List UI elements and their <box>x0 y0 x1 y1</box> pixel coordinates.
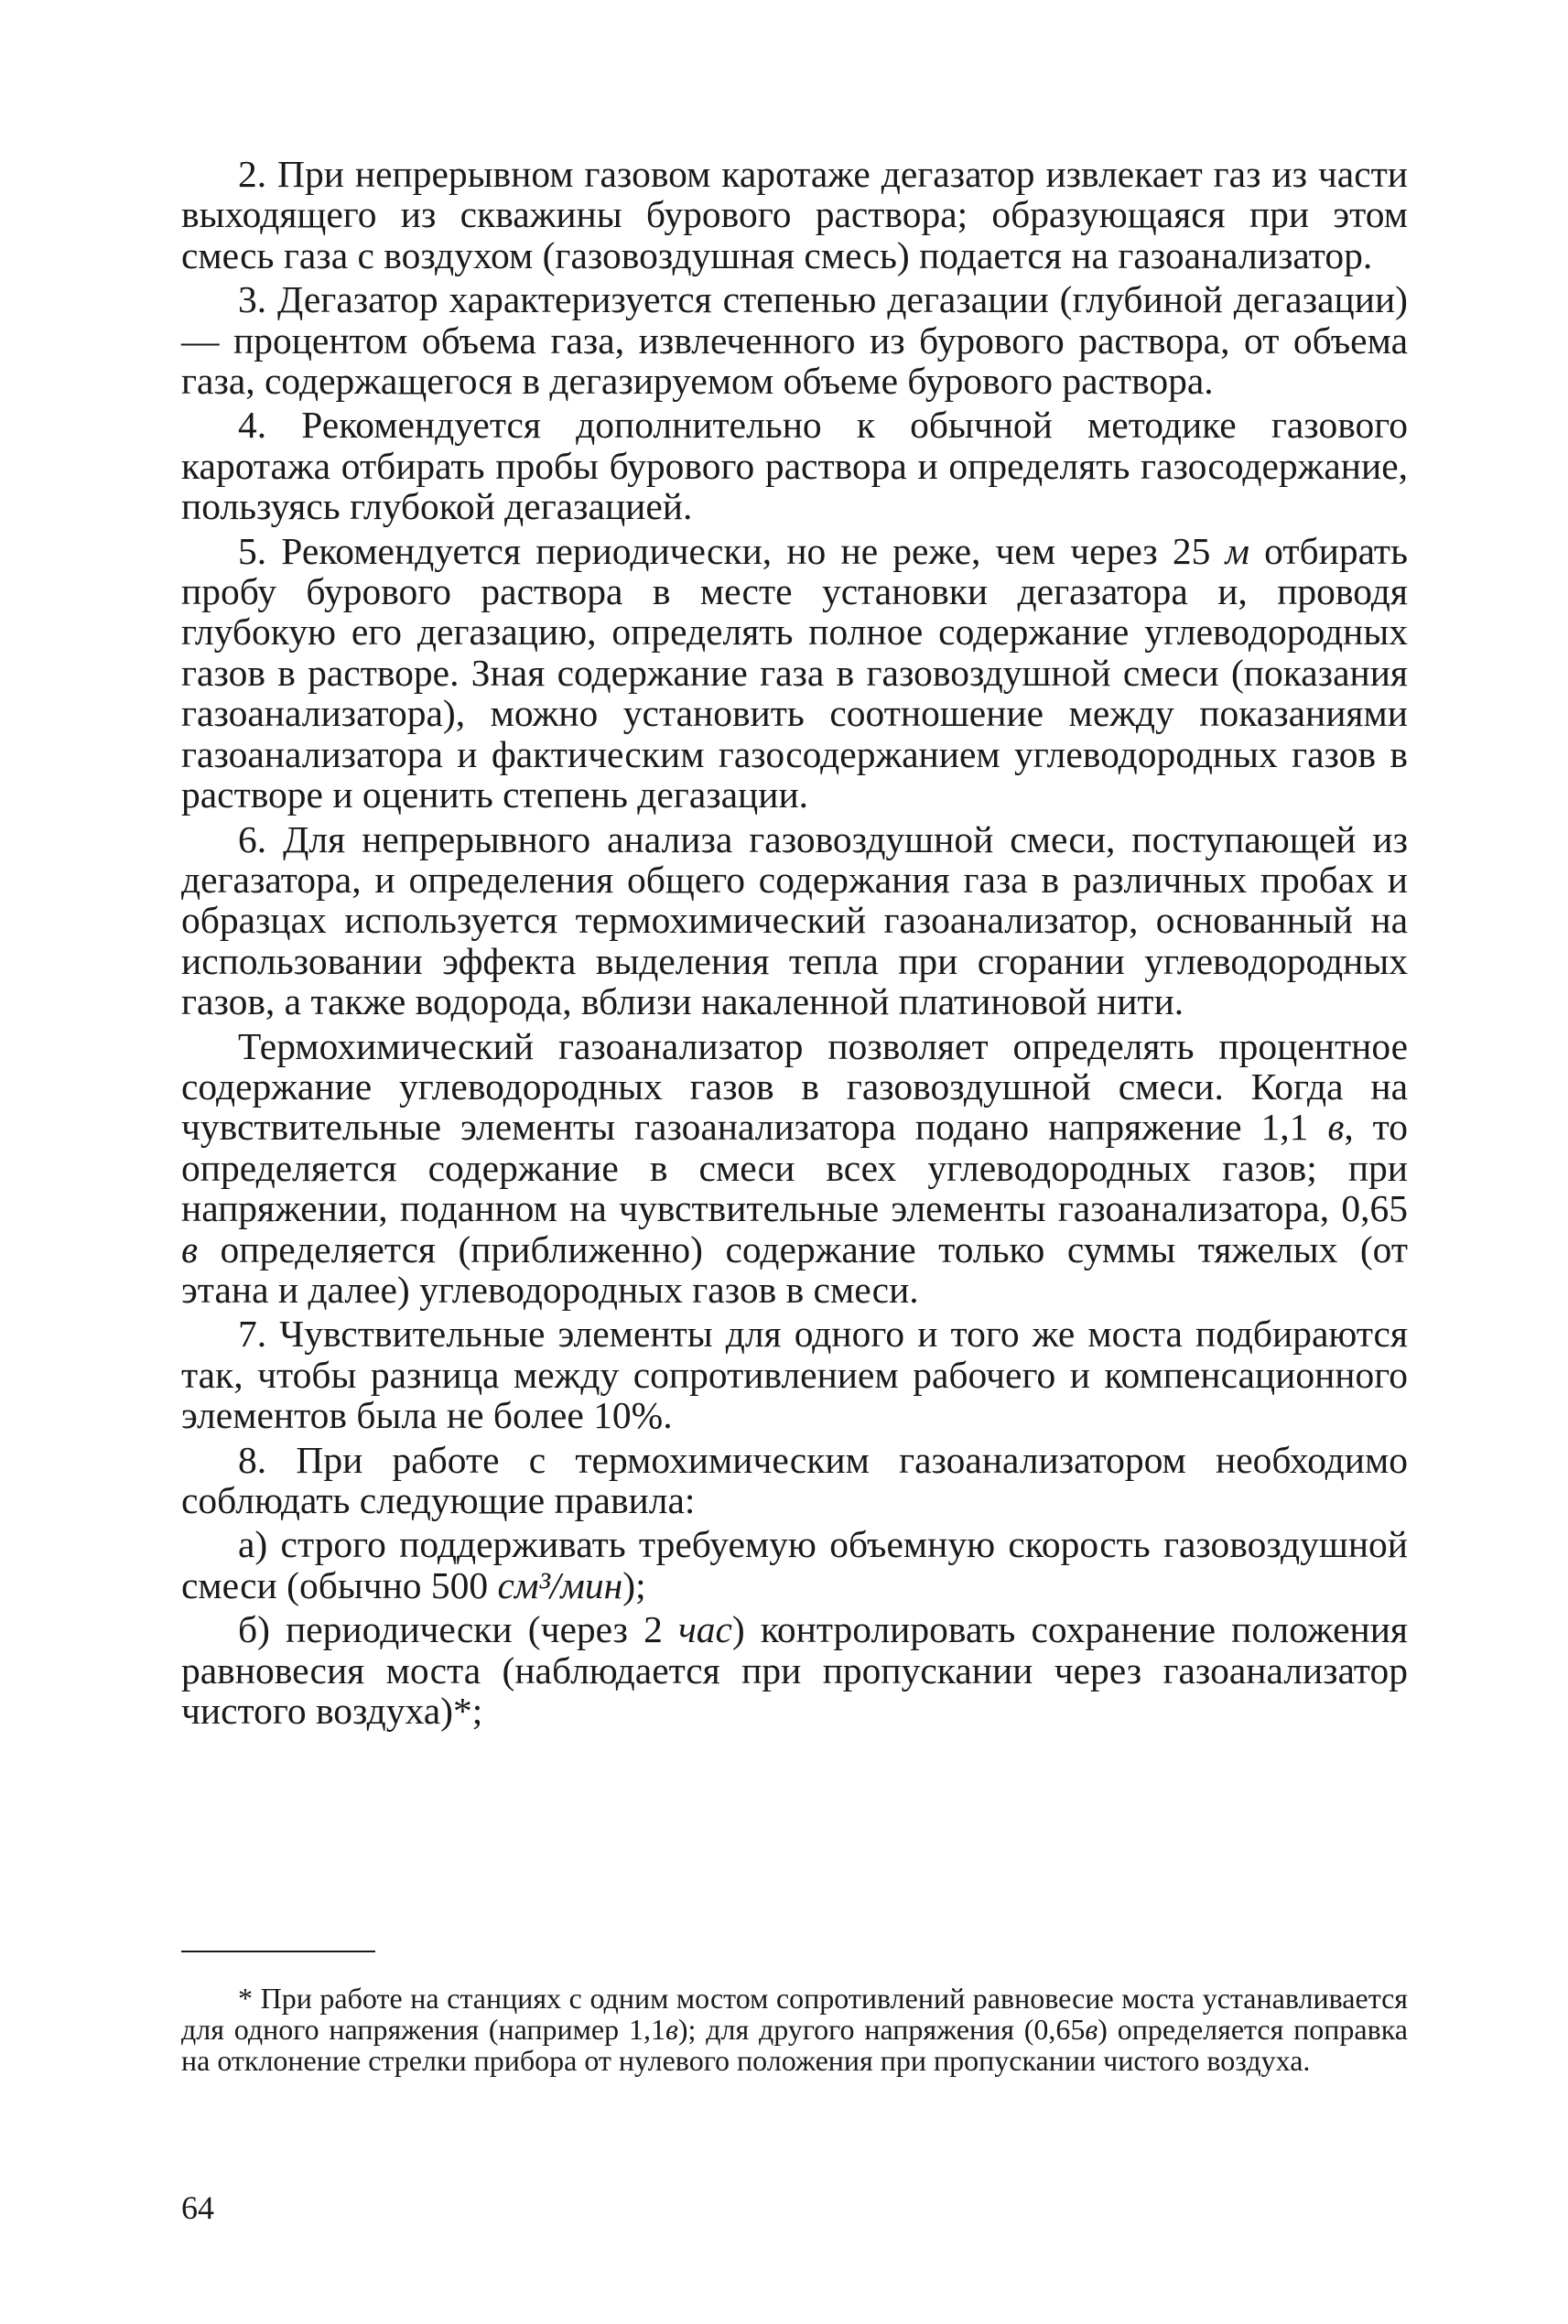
paragraph-4: 4. Рекомендуется дополнительно к обычной методике газового каротажа отбирать пробы бурового раствора и определять газосодержание, пользуясь глубокой дегазацией. <box>181 404 1408 528</box>
footnote-text-b: ); для другого напряжения (0,65 <box>677 2013 1086 2046</box>
unit-volt-2: в <box>181 1227 199 1270</box>
footnote-unit-volt-2: в <box>1085 2013 1098 2046</box>
footnote-divider <box>181 1951 375 1952</box>
paragraph-5-text-a: 5. Рекомендуется периодически, но не реже, чем через 25 <box>238 529 1226 572</box>
rule-a-text-b: ); <box>622 1563 646 1606</box>
rule-b <box>181 1609 1408 1731</box>
rule-b-text-b: ) контролировать сохранение положения равновесия моста (наблюдается при пропускании через газоанализатор чистого воздуха)*; <box>181 1608 1409 1733</box>
rule-b-text-a: б) периодически (через 2 <box>238 1608 678 1651</box>
paragraph-6c-text-b: , то определяется содержание в смеси всех углеводородных газов; при напряжении, поданном на чувствительные элементы газоанализатора, 0,65 <box>181 1106 1408 1230</box>
footnote-text-a: * При работе на станциях с одним мостом сопротивлений равновесие моста устанавливается для одного напряжения (например 1,1 <box>181 1982 1408 2046</box>
footnote-unit-volt-1: в <box>665 2013 678 2046</box>
paragraph-6-continued <box>181 1026 1408 1311</box>
unit-hour: час <box>677 1608 732 1651</box>
unit-volt-1: в <box>1327 1106 1345 1149</box>
footnote-text-c: ) определяется поправка на отклонение стрелки прибора от нулевого положения при пропускании чистого воздуха. <box>181 2013 1408 2077</box>
paragraph-7: 7. Чувствительные элементы для одного и того же моста подбираются так, чтобы разница между сопротивлением рабочего и компенсационного элементов была не более 10%. <box>181 1313 1408 1437</box>
paragraph-8: 8. При работе с термохимическим газоанализатором необходимо соблюдать следующие правила: <box>181 1438 1408 1521</box>
paragraph-2: 2. При непрерывном газовом каротаже дегазатор извлекает газ из части выходящего из скважины бурового раствора; образующаяся при этом смесь газа с воздухом (газовоздушная смесь) подается на газоанализатор. <box>181 153 1408 276</box>
paragraph-6c-text-a: Термохимический газоанализатор позволяет определять процентное содержание углеводородных газов в газовоздушной смеси. Когда на чувствительные элементы газоанализатора подано напряжение 1,1 <box>181 1024 1408 1149</box>
footnote <box>181 1983 1408 2076</box>
rule-a <box>181 1524 1408 1605</box>
paragraph-6c-text-c: определяется (приближенно) содержание только суммы тяжелых (от этана и далее) углеводородных газов в смеси. <box>181 1227 1408 1311</box>
paragraph-5-text-b: отбирать пробу бурового раствора в месте установки дегазатора и, проводя глубокую его дегазацию, определять полное содержание углеводородных газов в растворе. Зная содержание газа в газовоздушной смеси (показания газоанализатора), можно установить соотношение между показаниями газоанализатора и фактическим газосодержанием углеводородных газов в растворе и оценить степень дегазации. <box>181 529 1408 816</box>
page-body <box>181 154 1408 1735</box>
paragraph-3: 3. Дегазатор характеризуется степенью дегазации (глубиной дегазации) — процентом объема газа, извлеченного из бурового раствора, от объема газа, содержащегося в дегазируемом объеме бурового раствора. <box>181 278 1408 403</box>
page-number: 64 <box>181 2189 214 2226</box>
rule-a-text-a: а) строго поддерживать требуемую объемную скорость газовоздушной смеси (обычно 500 <box>181 1523 1408 1606</box>
unit-flow-rate: см³/мин <box>497 1563 623 1606</box>
paragraph-5 <box>181 531 1408 816</box>
unit-meter: м <box>1225 529 1249 572</box>
paragraph-6: 6. Для непрерывного анализа газовоздушной смеси, поступающей из дегазатора, и определения общего содержания газа в различных пробах и образцах используется термохимический газоанализатор, основанный на использовании эффекта выделения тепла при сгорании углеводородных газов, а также водорода, вблизи накаленной платиновой нити. <box>181 817 1408 1023</box>
